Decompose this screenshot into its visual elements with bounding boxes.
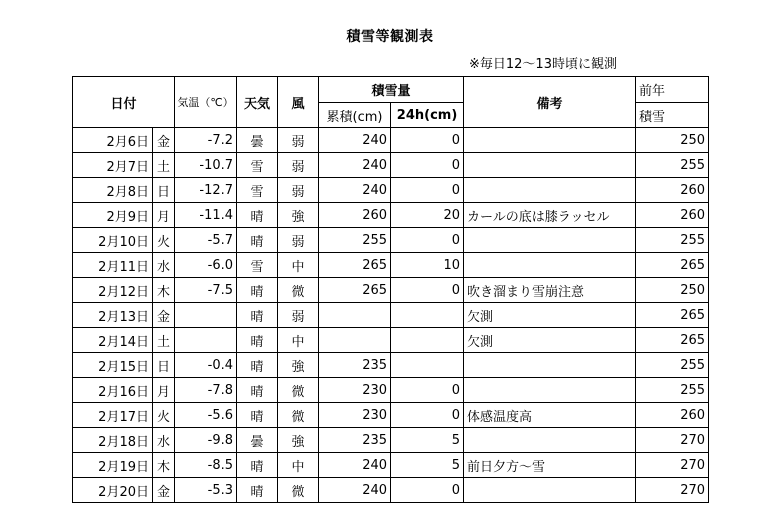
table-row <box>73 253 709 278</box>
snow-total-cell: 260 <box>319 203 391 228</box>
weather-cell: 晴 <box>237 353 278 378</box>
temperature-cell: -9.8 <box>175 428 237 453</box>
remarks-cell <box>464 228 636 253</box>
snow-total-cell: 240 <box>319 128 391 153</box>
day-of-week-cell: 土 <box>153 153 175 178</box>
remarks-cell: カールの底は膝ラッセル <box>464 203 636 228</box>
snow-total-cell: 230 <box>319 403 391 428</box>
temperature-cell: -11.4 <box>175 203 237 228</box>
snow-total-cell: 235 <box>319 353 391 378</box>
table-row <box>73 353 709 378</box>
table-row <box>73 478 709 503</box>
remarks-cell <box>464 153 636 178</box>
remarks-cell <box>464 478 636 503</box>
date-cell: 2月6日 <box>73 128 153 153</box>
snow-total-cell <box>319 303 391 328</box>
snow-24h-cell: 0 <box>391 153 464 178</box>
prev-year-snow-cell: 250 <box>636 278 709 303</box>
temperature-cell: -7.5 <box>175 278 237 303</box>
remarks-header: 備考 <box>464 77 636 128</box>
prev-year-snow-cell: 265 <box>636 253 709 278</box>
prev-year-snow-cell: 260 <box>636 203 709 228</box>
date-cell: 2月15日 <box>73 353 153 378</box>
day-of-week-cell: 金 <box>153 128 175 153</box>
wind-cell: 弱 <box>278 178 319 203</box>
weather-header: 天気 <box>237 77 278 128</box>
wind-cell: 弱 <box>278 128 319 153</box>
table-row <box>73 228 709 253</box>
date-cell: 2月11日 <box>73 253 153 278</box>
table-row <box>73 328 709 353</box>
weather-cell: 晴 <box>237 453 278 478</box>
wind-cell: 微 <box>278 478 319 503</box>
date-cell: 2月19日 <box>73 453 153 478</box>
snow-total-cell: 240 <box>319 153 391 178</box>
weather-cell: 晴 <box>237 378 278 403</box>
day-of-week-cell: 水 <box>153 428 175 453</box>
table-row <box>73 153 709 178</box>
remarks-cell: 体感温度高 <box>464 403 636 428</box>
table-row <box>73 403 709 428</box>
temperature-cell: -5.7 <box>175 228 237 253</box>
date-cell: 2月13日 <box>73 303 153 328</box>
snow-24h-cell: 0 <box>391 278 464 303</box>
remarks-cell <box>464 378 636 403</box>
snow-total-cell: 240 <box>319 178 391 203</box>
temperature-header: 気温（℃） <box>175 77 237 128</box>
day-of-week-cell: 月 <box>153 378 175 403</box>
temperature-cell: -6.0 <box>175 253 237 278</box>
wind-cell: 微 <box>278 378 319 403</box>
temperature-cell: -0.4 <box>175 353 237 378</box>
snow-total-cell <box>319 328 391 353</box>
snow-24h-cell: 0 <box>391 178 464 203</box>
temperature-cell <box>175 303 237 328</box>
prev-year-snow-cell: 265 <box>636 328 709 353</box>
wind-cell: 微 <box>278 278 319 303</box>
date-cell: 2月10日 <box>73 228 153 253</box>
prev-year-snow-cell: 270 <box>636 478 709 503</box>
remarks-cell <box>464 178 636 203</box>
remarks-cell: 欠測 <box>464 328 636 353</box>
wind-cell: 中 <box>278 253 319 278</box>
snow-24h-cell: 0 <box>391 478 464 503</box>
remarks-cell <box>464 428 636 453</box>
date-header: 日付 <box>73 77 175 128</box>
weather-cell: 晴 <box>237 478 278 503</box>
date-cell: 2月17日 <box>73 403 153 428</box>
prev-year-snow-cell: 270 <box>636 428 709 453</box>
day-of-week-cell: 木 <box>153 278 175 303</box>
date-cell: 2月20日 <box>73 478 153 503</box>
table-row <box>73 203 709 228</box>
prev-year-snow-cell: 260 <box>636 403 709 428</box>
snow-total-cell: 265 <box>319 253 391 278</box>
wind-cell: 強 <box>278 203 319 228</box>
observation-note: ※毎日12～13時頃に観測 <box>469 57 617 72</box>
date-cell: 2月7日 <box>73 153 153 178</box>
date-cell: 2月8日 <box>73 178 153 203</box>
weather-cell: 曇 <box>237 128 278 153</box>
day-of-week-cell: 火 <box>153 403 175 428</box>
remarks-cell <box>464 128 636 153</box>
weather-cell: 晴 <box>237 228 278 253</box>
prev-year-snow-cell: 255 <box>636 353 709 378</box>
snow-24h-cell <box>391 328 464 353</box>
remarks-cell: 欠測 <box>464 303 636 328</box>
table-row <box>73 278 709 303</box>
weather-cell: 曇 <box>237 428 278 453</box>
day-of-week-cell: 土 <box>153 328 175 353</box>
temperature-cell: -12.7 <box>175 178 237 203</box>
prev-year-snow-cell: 255 <box>636 153 709 178</box>
snow-total-cell: 255 <box>319 228 391 253</box>
date-cell: 2月14日 <box>73 328 153 353</box>
temperature-cell: -5.6 <box>175 403 237 428</box>
wind-header: 風 <box>278 77 319 128</box>
temperature-cell <box>175 328 237 353</box>
weather-cell: 雪 <box>237 253 278 278</box>
snow-24h-cell: 0 <box>391 128 464 153</box>
snow-24h-cell: 0 <box>391 378 464 403</box>
prev-year-snow-cell: 255 <box>636 228 709 253</box>
remarks-cell: 吹き溜まり雪崩注意 <box>464 278 636 303</box>
table-row <box>73 128 709 153</box>
snow-24h-cell: 5 <box>391 453 464 478</box>
snow-total-cell: 240 <box>319 478 391 503</box>
snow-24h-cell: 0 <box>391 228 464 253</box>
temperature-cell: -8.5 <box>175 453 237 478</box>
wind-cell: 中 <box>278 328 319 353</box>
wind-cell: 弱 <box>278 228 319 253</box>
day-of-week-cell: 日 <box>153 178 175 203</box>
table-row <box>73 303 709 328</box>
temperature-cell: -5.3 <box>175 478 237 503</box>
wind-cell: 強 <box>278 353 319 378</box>
day-of-week-cell: 木 <box>153 453 175 478</box>
page-title: 積雪等観測表 <box>346 29 434 45</box>
wind-cell: 弱 <box>278 303 319 328</box>
remarks-cell: 前日夕方～雪 <box>464 453 636 478</box>
snow-24h-header: 24h(cm) <box>391 103 464 128</box>
remarks-cell <box>464 253 636 278</box>
temperature-cell: -10.7 <box>175 153 237 178</box>
prev-year-snow-cell: 260 <box>636 178 709 203</box>
day-of-week-cell: 金 <box>153 303 175 328</box>
wind-cell: 微 <box>278 403 319 428</box>
header-row <box>73 77 709 103</box>
snow-24h-cell: 0 <box>391 403 464 428</box>
day-of-week-cell: 火 <box>153 228 175 253</box>
day-of-week-cell: 日 <box>153 353 175 378</box>
snow-24h-cell: 10 <box>391 253 464 278</box>
table-row <box>73 453 709 478</box>
date-cell: 2月16日 <box>73 378 153 403</box>
weather-cell: 晴 <box>237 303 278 328</box>
snow-24h-cell: 20 <box>391 203 464 228</box>
snow-24h-cell <box>391 353 464 378</box>
day-of-week-cell: 水 <box>153 253 175 278</box>
snow-observation-table <box>72 76 709 503</box>
prev-year-snow-cell: 250 <box>636 128 709 153</box>
weather-cell: 晴 <box>237 278 278 303</box>
date-cell: 2月9日 <box>73 203 153 228</box>
weather-cell: 晴 <box>237 203 278 228</box>
wind-cell: 強 <box>278 428 319 453</box>
weather-cell: 雪 <box>237 153 278 178</box>
prev-year-header-top: 前年 <box>636 77 709 103</box>
snow-24h-cell: 5 <box>391 428 464 453</box>
remarks-cell <box>464 353 636 378</box>
snow-24h-cell <box>391 303 464 328</box>
weather-cell: 晴 <box>237 403 278 428</box>
table-row <box>73 378 709 403</box>
temperature-cell: -7.2 <box>175 128 237 153</box>
prev-year-snow-cell: 270 <box>636 453 709 478</box>
temperature-cell: -7.8 <box>175 378 237 403</box>
snow-total-cell: 265 <box>319 278 391 303</box>
snow-total-cell: 230 <box>319 378 391 403</box>
table-row <box>73 428 709 453</box>
wind-cell: 弱 <box>278 153 319 178</box>
day-of-week-cell: 月 <box>153 203 175 228</box>
snow-total-cell: 235 <box>319 428 391 453</box>
snow-depth-header: 積雪量 <box>319 77 464 103</box>
snow-total-cell: 240 <box>319 453 391 478</box>
prev-year-snow-cell: 255 <box>636 378 709 403</box>
day-of-week-cell: 金 <box>153 478 175 503</box>
table-row <box>73 178 709 203</box>
weather-cell: 雪 <box>237 178 278 203</box>
wind-cell: 中 <box>278 453 319 478</box>
prev-year-header-bottom: 積雪 <box>636 103 709 128</box>
prev-year-snow-cell: 265 <box>636 303 709 328</box>
weather-cell: 晴 <box>237 328 278 353</box>
date-cell: 2月12日 <box>73 278 153 303</box>
date-cell: 2月18日 <box>73 428 153 453</box>
snow-total-header: 累積(cm) <box>319 103 391 128</box>
